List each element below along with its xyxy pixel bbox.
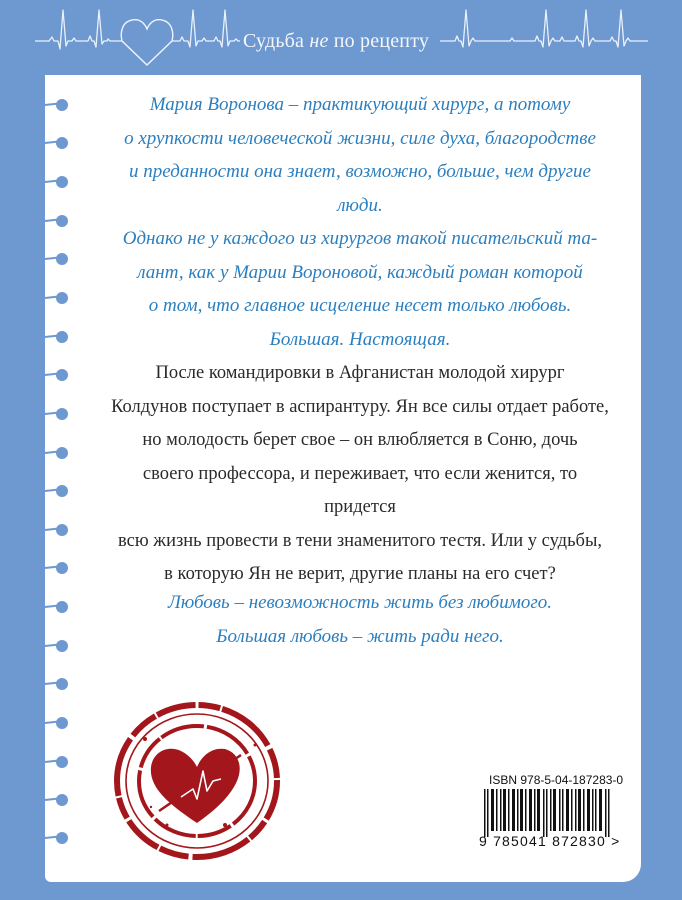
author-blurb-line: Однако не у каждого из хирургов такой писательский та- <box>122 228 598 249</box>
author-blurb-line: и преданности она знает, возможно, больше, чем другие люди. <box>129 161 591 216</box>
isbn-barcode <box>479 773 642 868</box>
spiral-hole-icon <box>45 253 69 265</box>
spiral-hole-icon <box>45 176 69 188</box>
series-title <box>240 29 432 53</box>
series-header <box>0 0 682 75</box>
spiral-hole-icon <box>45 678 69 690</box>
spiral-hole-icon <box>45 485 69 497</box>
heart-stamp-icon <box>107 695 287 865</box>
quote-line: Любовь – невозможность жить без любимого. <box>167 592 553 613</box>
series-title-suffix: по рецепту <box>328 30 430 52</box>
spiral-hole-icon <box>45 292 69 304</box>
spiral-hole-icon <box>45 137 69 149</box>
author-blurb <box>110 88 610 356</box>
spiral-hole-icon <box>45 756 69 768</box>
barcode-bars-icon <box>482 789 632 839</box>
plot-blurb-line: своего профессора, и переживает, что если женится, то придется <box>142 463 578 517</box>
spiral-hole-icon <box>45 215 69 227</box>
spiral-hole-icon <box>45 99 69 111</box>
spiral-holes <box>45 75 75 882</box>
plot-blurb <box>110 357 610 592</box>
series-title-prefix: Судьба <box>243 30 310 52</box>
author-blurb-line: о том, что главное исцеление несет только любовь. <box>148 295 572 316</box>
spiral-hole-icon <box>45 331 69 343</box>
spiral-hole-icon <box>45 369 69 381</box>
plot-blurb-line: но молодость берет свое – он влюбляется в Соню, дочь <box>142 430 578 450</box>
spiral-hole-icon <box>45 794 69 806</box>
spiral-hole-icon <box>45 717 69 729</box>
quote-line: Большая любовь – жить ради него. <box>216 625 504 647</box>
author-blurb-line: Большая. Настоящая. <box>269 328 451 350</box>
spiral-hole-icon <box>45 640 69 652</box>
spiral-hole-icon <box>45 562 69 574</box>
spiral-hole-icon <box>45 408 69 420</box>
notebook-page <box>45 75 641 882</box>
author-blurb-line: Мария Воронова – практикующий хирург, а потому <box>149 94 571 115</box>
barcode-digits: 9 785041 872830 > <box>479 833 621 849</box>
plot-blurb-line: После командировки в Афганистан молодой хирург <box>155 363 565 383</box>
isbn-label: ISBN 978-5-04-187283-0 <box>489 773 624 787</box>
author-blurb-line: о хрупкости человеческой жизни, силе духа, благородстве <box>124 127 596 149</box>
spiral-hole-icon <box>45 524 69 536</box>
heart-outline-icon <box>121 20 172 65</box>
series-title-italic: не <box>309 30 329 52</box>
quote <box>110 586 610 653</box>
spiral-hole-icon <box>45 447 69 459</box>
spiral-hole-icon <box>45 832 69 844</box>
author-blurb-line: лант, как у Марии Вороновой, каждый роман которой <box>137 261 583 283</box>
plot-blurb-line: Колдунов поступает в аспирантуру. Ян все силы отдает работе, <box>111 396 609 417</box>
plot-blurb-line: всю жизнь провести в тени знаменитого тестя. Или у судьбы, <box>118 530 602 551</box>
spiral-hole-icon <box>45 601 69 613</box>
plot-blurb-line: в которую Ян не верит, другие планы на его счет? <box>164 564 556 584</box>
